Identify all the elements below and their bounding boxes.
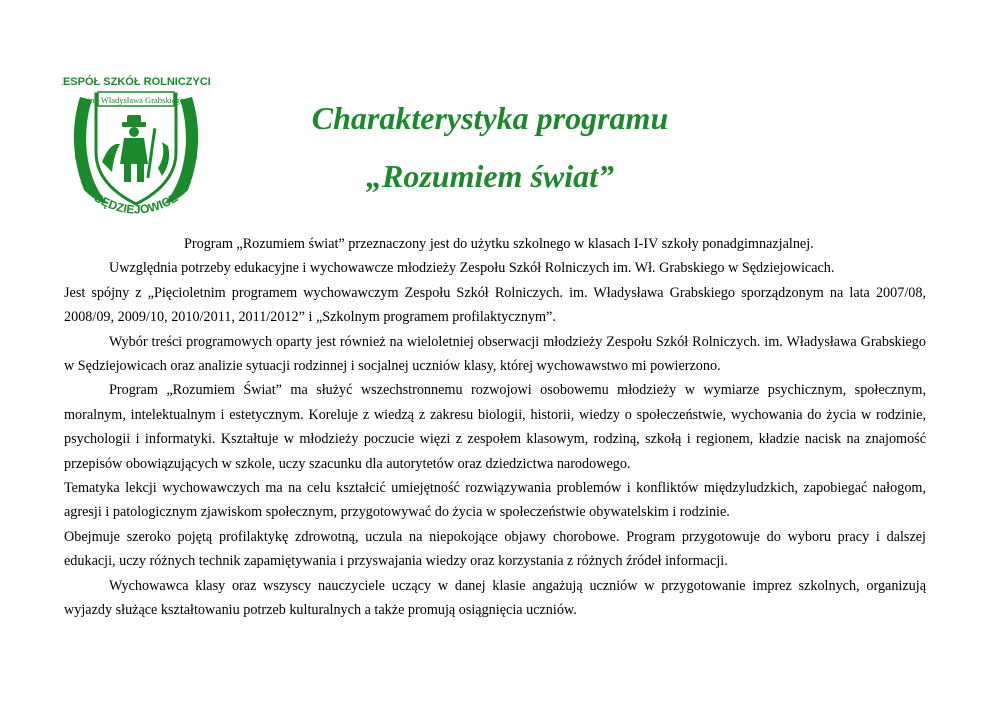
svg-text:SĘDZIEJOWICE [92, 190, 180, 216]
logo-top-text: ZESPÓŁ SZKÓŁ ROLNICZYCH [62, 76, 210, 88]
paragraph: Tematyka lekcji wychowawczych ma na celu kształcić umiejętność rozwiązywania problemów i konfliktów międzyludzkich, zapobiegać nałogom, agresji i patologicznym zjawiskom społecznym, przygotowywać do życia w społeczeństwie obywatelskim i rodzinie. [64, 480, 926, 521]
paragraph-intro: Program „Rozumiem świat” przeznaczony jest do użytku szkolnego w klasach I-IV szkoły ponadgimnazjalnej. [184, 236, 814, 252]
paragraph: Jest spójny z „Pięcioletnim programem wychowawczym Zespołu Szkół Rolniczych. im. Władysława Grabskiego sporządzonym na lata 2007/08, 2008/09, 2009/10, 2010/2011, 2011/2012” i „Szkolnym programem profilaktycznym”. [64, 284, 926, 326]
paragraph: Uwzględnia potrzeby edukacyjne i wychowawcze młodzieży Zespołu Szkół Rolniczych im. Wł. Grabskiego w Sędziejowicach. [109, 260, 835, 277]
page-title: Charakterystyka programu [311, 100, 669, 136]
logo-bottom-text: SĘDZIEJOWICE [91, 190, 181, 217]
paragraph: Program „Rozumiem Świat” ma służyć wszechstronnemu rozwojowi osobowemu młodzieży w wymiarze psychicznym, społecznym, moralnym, intelektualnym i estetycznym. Koreluje z wiedzą z zakresu biologii, historii, wiedzy o społeczeństwie, wychowania do życia w rodzinie, psychologii i informatyki. Kształtuje w młodzieży poczucie więzi z zespołem klasowym, rodziną, szkołą i regionem, kładzie nacisk na znajomość przepisów obowiązujących w szkole, uczy szacunku dla autorytetów oraz dziedzictwa narodowego. [64, 382, 926, 472]
document-body [64, 232, 926, 623]
logo-banner-text: im. Władysława Grabskiego [87, 95, 185, 105]
page-subtitle: „Rozumiem świat” [365, 158, 615, 194]
paragraph: Obejmuje szeroko pojętą profilaktykę zdrowotną, uczula na niepokojące objawy chorobowe. Program przygotowuje do wyboru pracy i dalszej edukacji, uczy różnych technik zapamiętywania i przyswajania wiedzy oraz korzystania z różnych źródeł informacji. [64, 528, 926, 570]
paragraph: Wybór treści programowych oparty jest również na wieloletniej obserwacji młodzieży Zespołu Szkół Rolniczych. im. Władysława Grabskiego w Sędziejowicach oraz analizie sytuacji rodzinnej i socjalnej uczniów klasy, której wychowawstwo mi powierzono. [64, 333, 926, 375]
school-logo [62, 72, 210, 232]
paragraph: Wychowawca klasy oraz wszyscy nauczyciele uczący w danej klasie angażują uczniów w przygotowanie imprez szkolnych, organizują wyjazdy służące kształtowaniu potrzeb kulturalnych a także promują osiągnięcia uczniów. [64, 577, 926, 619]
